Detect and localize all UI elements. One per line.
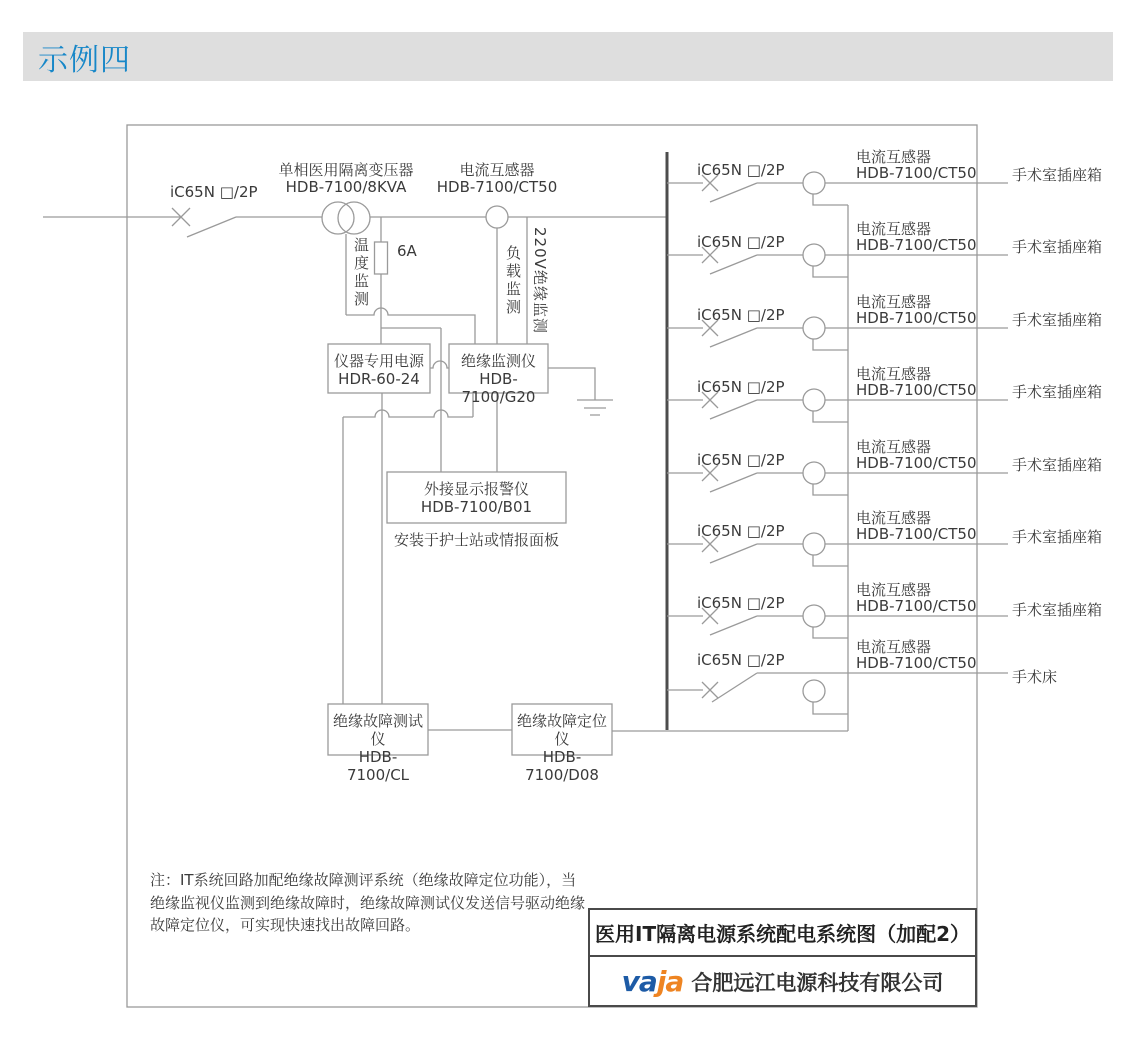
- branch-breaker-label: iC65N □/2P: [697, 451, 785, 469]
- load-monitor-label: 负载监测: [504, 245, 522, 317]
- branch-output-label: 手术室插座箱: [1012, 238, 1103, 256]
- branch-output-label: 手术室插座箱: [1012, 528, 1103, 546]
- branch-ct-name: 电流互感器: [856, 148, 932, 166]
- main-ct-label: [430, 162, 564, 196]
- branch-ct-name: 电流互感器: [856, 509, 932, 527]
- box-connector-with-jump: [430, 361, 449, 368]
- branch-ct-name: 电流互感器: [856, 220, 932, 238]
- company-logo: [621, 965, 684, 998]
- branch-breaker-label: iC65N □/2P: [697, 233, 785, 251]
- page-title: 示例四: [38, 42, 131, 78]
- company-name: 合肥远江电源科技有限公司: [691, 971, 944, 995]
- branch-ct-label: [856, 294, 976, 326]
- insulation-monitor-model: HDB-7100/G20: [461, 370, 536, 406]
- fault-tester-name: 绝缘故障测试仪: [332, 712, 423, 748]
- branch-ct-label: [856, 366, 976, 398]
- branch-ct-label: [856, 439, 976, 471]
- fault-locator-model: HDB-7100/D08: [525, 748, 599, 784]
- branch-output-label: 手术室插座箱: [1012, 166, 1103, 184]
- title-block: [588, 908, 977, 1007]
- branch-breaker-label: iC65N □/2P: [697, 378, 785, 396]
- branch-output-label: 手术床: [1012, 668, 1058, 686]
- drawing-title: 医用IT隔离电源系统配电系统图（加配2）: [590, 910, 975, 957]
- fault-locator-label: [512, 712, 612, 784]
- company-row: [590, 957, 975, 1007]
- branch-ct-name: 电流互感器: [856, 581, 932, 599]
- transformer-label: [271, 162, 421, 196]
- fault-tester-model: HDB-7100/CL: [346, 748, 410, 784]
- logo-part-blue: va: [621, 965, 657, 998]
- branch-ct-model: HDB-7100/CT50: [856, 309, 977, 327]
- branch-breaker-label: iC65N □/2P: [697, 522, 785, 540]
- alarm-display-model: HDB-7100/B01: [420, 498, 533, 516]
- insulation-monitor-name: 绝缘监测仪: [460, 352, 536, 370]
- alarm-display-label: [387, 480, 566, 516]
- transformer-name: 单相医用隔离变压器: [278, 161, 414, 179]
- main-breaker-label: iC65N □/2P: [170, 183, 258, 201]
- branch-ct-label: [856, 510, 976, 542]
- fuse-rating-label: 6A: [397, 242, 417, 260]
- main-ct-symbol: [486, 206, 508, 228]
- branch-ct-name: 电流互感器: [856, 638, 932, 656]
- alarm-display-name: 外接显示报警仪: [423, 480, 529, 498]
- temperature-monitor-label: 温度监测: [352, 237, 370, 309]
- branch-output-label: 手术室插座箱: [1012, 383, 1103, 401]
- instrument-power-name: 仪器专用电源: [333, 352, 424, 370]
- main-breaker-blade: [187, 217, 236, 237]
- branch-ct-name: 电流互感器: [856, 293, 932, 311]
- instrument-power-model: HDR-60-24: [338, 370, 420, 388]
- branch-output-label: 手术室插座箱: [1012, 311, 1103, 329]
- insulation-monitor-box-label: [449, 352, 548, 406]
- branch-ct-label: [856, 221, 976, 253]
- note-line: 故障定位仪，可实现快速找出故障回路。: [150, 916, 421, 934]
- main-ct-model: HDB-7100/CT50: [436, 178, 558, 196]
- branch-output-label: 手术室插座箱: [1012, 601, 1103, 619]
- locator-wires: [428, 730, 848, 731]
- fault-locator-name: 绝缘故障定位仪: [516, 712, 607, 748]
- note-line: 绝缘监视仪监测到绝缘故障时，绝缘故障测试仪发送信号驱动绝缘: [150, 893, 586, 912]
- fault-tester-label: [328, 712, 428, 784]
- branch-ct-model: HDB-7100/CT50: [856, 164, 977, 182]
- note-text: [150, 869, 590, 937]
- branch-ct-label: [856, 149, 976, 181]
- fuse-symbol: [375, 242, 388, 274]
- instrument-power-label: [328, 352, 430, 388]
- insulation-monitor-label: 220V绝缘监测: [531, 227, 549, 334]
- branch-ct-label: [856, 582, 976, 614]
- branch-ct-name: 电流互感器: [856, 438, 932, 456]
- alarm-display-caption: 安装于护士站或情报面板: [393, 531, 559, 549]
- transformer-model: HDB-7100/8KVA: [285, 178, 407, 196]
- branch-breaker-label: iC65N □/2P: [697, 161, 785, 179]
- branch-ct-model: HDB-7100/CT50: [856, 381, 977, 399]
- branch-breaker-label: iC65N □/2P: [697, 651, 785, 669]
- note-line: 注：IT系统回路加配绝缘故障测评系统（绝缘故障定位功能），当: [150, 871, 577, 889]
- branch-ct-model: HDB-7100/CT50: [856, 525, 977, 543]
- branch-breaker-label: iC65N □/2P: [697, 306, 785, 324]
- branch-ct-model: HDB-7100/CT50: [856, 597, 977, 615]
- branch-breaker-label: iC65N □/2P: [697, 594, 785, 612]
- branch-ct-label: [856, 639, 976, 671]
- branch-ct-model: HDB-7100/CT50: [856, 654, 977, 672]
- branch-ct-model: HDB-7100/CT50: [856, 454, 977, 472]
- ground-symbol: [548, 368, 613, 415]
- branch-ct-model: HDB-7100/CT50: [856, 236, 977, 254]
- branch-ct-name: 电流互感器: [856, 365, 932, 383]
- logo-part-orange: ja: [656, 965, 684, 998]
- branch-output-label: 手术室插座箱: [1012, 456, 1103, 474]
- main-ct-name: 电流互感器: [459, 161, 535, 179]
